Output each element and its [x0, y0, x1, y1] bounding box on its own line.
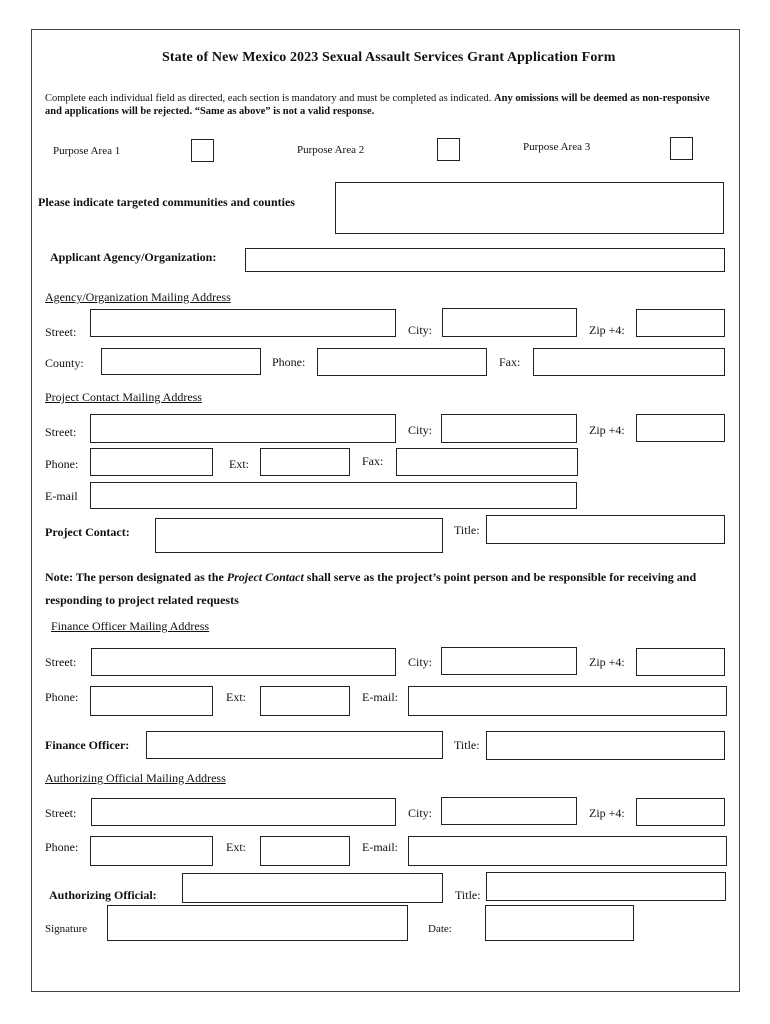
authorizing-street-input[interactable] [91, 798, 396, 826]
finance-title-label: Title: [454, 738, 480, 752]
agency-county-input[interactable] [101, 348, 261, 375]
finance-officer-input[interactable] [146, 731, 443, 759]
instructions-warning: Any omissions will be deemed as non-responsive and applications will be rejected. “Same as above” is not a valid response. [45, 93, 710, 117]
communities-label: Please indicate targeted communities and counties [38, 195, 295, 209]
finance-zip-input[interactable] [636, 648, 725, 676]
finance-phone-label: Phone: [45, 690, 79, 704]
project-fax-input[interactable] [396, 448, 578, 476]
date-label: Date: [428, 923, 452, 935]
authorizing-street-label: Street: [45, 806, 77, 820]
finance-officer-label: Finance Officer: [45, 738, 130, 752]
finance-street-label: Street: [45, 655, 77, 669]
agency-city-label: City: [408, 323, 433, 337]
date-input[interactable] [485, 905, 634, 941]
finance-phone-input[interactable] [90, 686, 213, 716]
finance-email-label: E-mail: [362, 690, 398, 704]
agency-city-input[interactable] [442, 308, 577, 337]
authorizing-address-heading: Authorizing Official Mailing Address [45, 771, 226, 785]
finance-address-heading: Finance Officer Mailing Address [51, 619, 210, 633]
authorizing-ext-input[interactable] [260, 836, 350, 866]
project-ext-label: Ext: [229, 457, 249, 471]
agency-address-heading: Agency/Organization Mailing Address [45, 290, 231, 304]
agency-phone-input[interactable] [317, 348, 487, 376]
project-street-input[interactable] [90, 414, 396, 443]
finance-zip-label: Zip +4: [589, 655, 625, 669]
finance-ext-label: Ext: [226, 690, 246, 704]
authorizing-email-input[interactable] [408, 836, 727, 866]
signature-input[interactable] [107, 905, 408, 941]
agency-county-label: County: [45, 356, 84, 370]
authorizing-city-label: City: [408, 806, 433, 820]
form-title: State of New Mexico 2023 Sexual Assault Services Grant Application Form [162, 50, 616, 65]
finance-email-input[interactable] [408, 686, 727, 716]
project-ext-input[interactable] [260, 448, 350, 476]
applicant-label: Applicant Agency/Organization: [50, 250, 217, 264]
project-city-input[interactable] [441, 414, 577, 443]
authorizing-ext-label: Ext: [226, 840, 246, 854]
project-phone-input[interactable] [90, 448, 213, 476]
agency-phone-label: Phone: [272, 355, 306, 369]
authorizing-title-input[interactable] [486, 872, 726, 901]
communities-input[interactable] [335, 182, 724, 234]
note-suffix: shall serve as the project’s point person and be responsible for receiving and responding to project related requests [45, 570, 697, 607]
signature-label: Signature [45, 923, 88, 935]
agency-street-input[interactable] [90, 309, 396, 337]
agency-zip-input[interactable] [636, 309, 725, 337]
form-instructions [45, 92, 717, 118]
project-contact-input[interactable] [155, 518, 443, 553]
authorizing-official-input[interactable] [182, 873, 443, 903]
purpose-area-2-label: Purpose Area 2 [297, 144, 365, 156]
project-zip-label: Zip +4: [589, 423, 625, 437]
project-zip-input[interactable] [636, 414, 725, 442]
purpose-area-3-checkbox[interactable] [670, 137, 693, 160]
finance-city-label: City: [408, 655, 433, 669]
finance-title-input[interactable] [486, 731, 725, 760]
project-street-label: Street: [45, 425, 77, 439]
authorizing-phone-input[interactable] [90, 836, 213, 866]
agency-fax-label: Fax: [499, 355, 521, 369]
finance-city-input[interactable] [441, 647, 577, 675]
project-title-label: Title: [454, 523, 480, 537]
instructions-plain: Complete each individual field as directed, each section is mandatory and must be completed as indicated. [45, 93, 495, 104]
purpose-area-2-checkbox[interactable] [437, 138, 460, 161]
project-title-input[interactable] [486, 515, 725, 544]
purpose-area-1-label: Purpose Area 1 [53, 145, 121, 157]
authorizing-zip-input[interactable] [636, 798, 725, 826]
note-italic: Project Contact [226, 570, 304, 584]
finance-ext-input[interactable] [260, 686, 350, 716]
finance-street-input[interactable] [91, 648, 396, 676]
note-prefix: Note: The person designated as the [45, 570, 227, 584]
authorizing-title-label: Title: [455, 888, 481, 902]
agency-street-label: Street: [45, 325, 77, 339]
purpose-area-1-checkbox[interactable] [191, 139, 214, 162]
project-contact-label: Project Contact: [45, 525, 130, 539]
applicant-input[interactable] [245, 248, 725, 272]
authorizing-email-label: E-mail: [362, 840, 398, 854]
authorizing-phone-label: Phone: [45, 840, 79, 854]
project-contact-note [45, 566, 725, 612]
project-city-label: City: [408, 423, 433, 437]
project-phone-label: Phone: [45, 457, 79, 471]
authorizing-zip-label: Zip +4: [589, 806, 625, 820]
project-email-input[interactable] [90, 482, 577, 509]
project-fax-label: Fax: [362, 454, 384, 468]
authorizing-city-input[interactable] [441, 797, 577, 825]
agency-zip-label: Zip +4: [589, 323, 625, 337]
agency-fax-input[interactable] [533, 348, 725, 376]
authorizing-official-label: Authorizing Official: [49, 888, 157, 902]
project-email-label: E-mail [45, 489, 78, 503]
purpose-area-3-label: Purpose Area 3 [523, 141, 591, 153]
project-address-heading: Project Contact Mailing Address [45, 390, 202, 404]
